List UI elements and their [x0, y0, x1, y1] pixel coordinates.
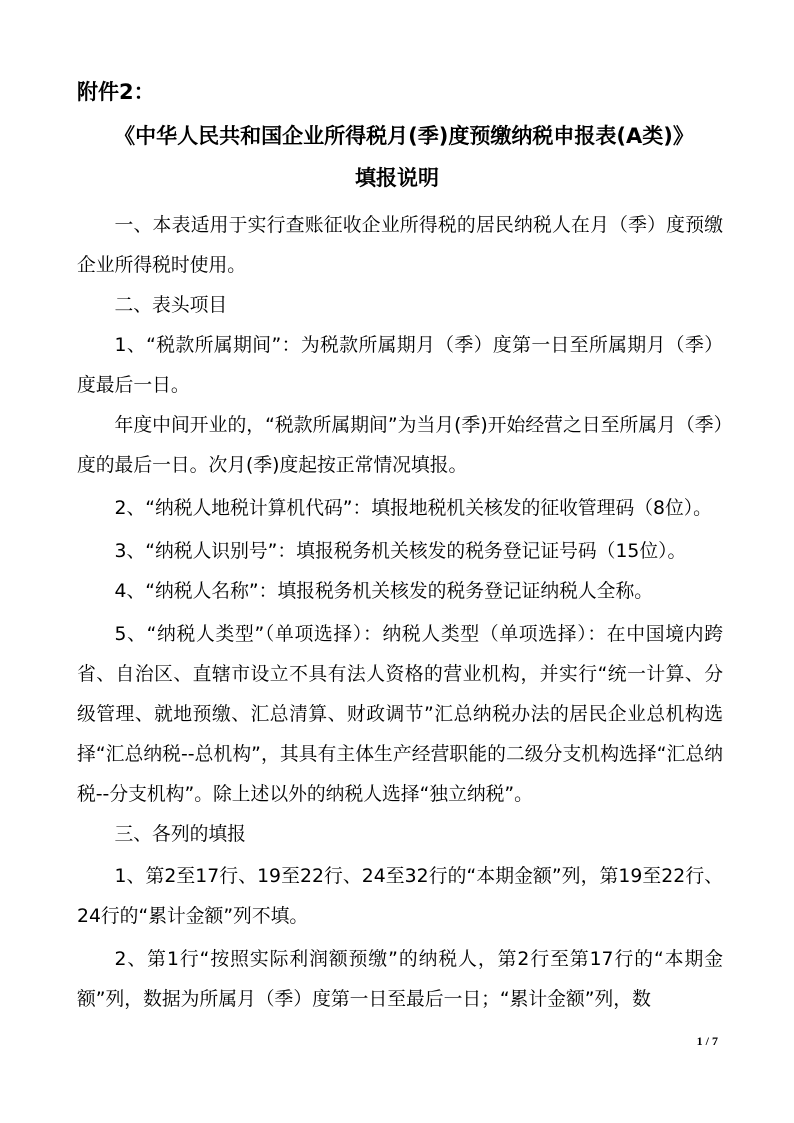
paragraph-column-rule-1: 1、第2至17行、19至22行、24至32行的“本期金额”列，第19至22行、24行的“累计金额”列不填。: [77, 866, 723, 927]
page-number: 1 / 7: [696, 1034, 718, 1048]
paragraph-mid-year-opening: 年度中间开业的，“税款所属期间”为当月(季)开始经营之日至所属月（季）度的最后一日。次月(季)度起按正常情况填报。: [77, 415, 723, 476]
document-title: 《中华人民共和国企业所得税月(季)度预缴纳税申报表(A类)》: [114, 124, 694, 148]
paragraph-computer-code: 2、“纳税人地税计算机代码”：填报地税机关核发的征收管理码（8位）。: [114, 498, 712, 519]
paragraph-taxpayer-name: 4、“纳税人名称”：填报税务机关核发的税务登记证纳税人全称。: [114, 581, 654, 602]
paragraph-taxpayer-id: 3、“纳税人识别号”：填报税务机关核发的税务登记证号码（15位）。: [114, 541, 687, 562]
paragraph-column-rule-2: 2、第1行“按照实际利润额预缴”的纳税人，第2行至第17行的“本期金额”列，数据为所属月（季）度第一日至最后一日；“累计金额”列，数: [77, 949, 723, 1010]
section-heading-header-items: 二、表头项目: [114, 295, 228, 316]
section-heading-columns: 三、各列的填报: [114, 824, 246, 845]
paragraph-scope: 一、本表适用于实行查账征收企业所得税的居民纳税人在月（季）度预缴企业所得税时使用。: [77, 215, 723, 276]
attachment-label: 附件2：: [77, 80, 155, 104]
paragraph-tax-period: 1、“税款所属期间”：为税款所属期月（季）度第一日至所属期月（季）度最后一日。: [77, 335, 723, 396]
document-subtitle: 填报说明: [355, 166, 439, 190]
paragraph-taxpayer-type: 5、“纳税人类型”（单项选择）：纳税人类型（单项选择）：在中国境内跨省、自治区、直辖市设立不具有法人资格的营业机构，并实行“统一计算、分级管理、就地预缴、汇总清算、财政调节”汇总纳税办法的居民企业总机构选择“汇总纳税--总机构”，其具有主体生产经营职能的二级分支机构选择“汇总纳税--分支机构”。除上述以外的纳税人选择“独立纳税”。: [77, 624, 723, 805]
